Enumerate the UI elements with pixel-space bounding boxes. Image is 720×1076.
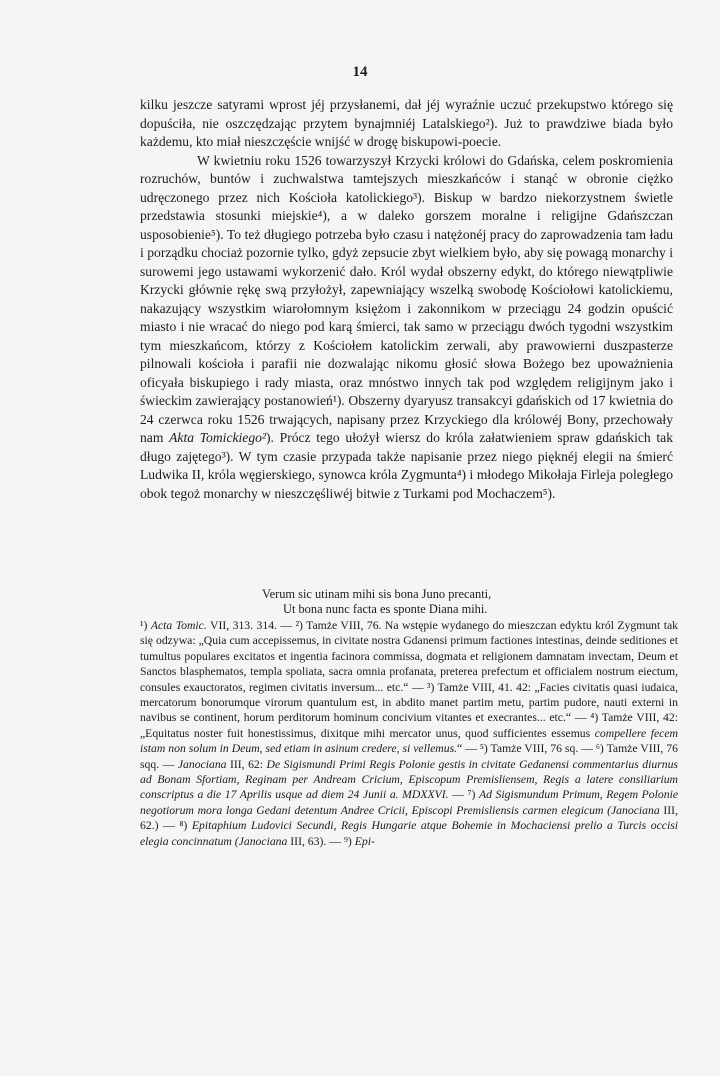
footnote-work-title: Ad Sigismundum Primum, Regem Polonie negotiorum mora longa Gedani detentum Andree Cricii, Episcopi Premisliensis carmen elegicum (Janociana (140, 788, 679, 817)
verse-line-2: Ut bona nunc facta es sponte Diana mihi. (283, 602, 488, 616)
footnote-text: III, 62: (226, 757, 267, 771)
footnotes (140, 618, 678, 849)
footnote-source-title: Acta Tomic. (150, 619, 207, 632)
footnote-work-title: De Sigismundi Primi Regis Polonie gestis in civitate Gedanensi commentarius diurnus ad Bonam Sfortiam, Reginam per Andream Cricium, Episcopum Premisliensem, Regis a latere consiliarium conscriptus a die 17 Aprilis usque ad diem 24 Junii a. MDXXVI. (140, 757, 678, 802)
acta-tomickiego-title: Akta Tomickiego² (169, 430, 266, 445)
footnote-block (140, 618, 678, 849)
latin-verse (140, 587, 673, 617)
page-number: 14 (352, 64, 368, 80)
footnote-work-title: Epitaphium Ludovici Secundi, Regis Hungarie atque Bohemie in Mochaciensi prelio a Turcis occisi elegia concinnatum (Janociana (140, 819, 678, 848)
paragraph-2-text: W kwietniu roku 1526 towarzyszył Krzycki królowi do Gdańska, celem poskromienia rozruchów, buntów i zuchwalstwa tamtejszych mieszkańców i stanąć w obronie ciężko udręczonego przez nich Kościoła katolickiego³). Biskup w bardzo niekorzystnem świetle przedstawia stosunki miejskie⁴), a w daleko gorszem moralne i religijne Gdańszczan usposobienie⁵). To też długiego potrzeba było czasu i natężonéj pracy do zaprowadzenia tam ładu i porządku chociaż pozornie tylko, gdyż zepsucie zbyt wielkiem było, aby się powagą monarchy i surowemi jego ustawami wykorzenić dało. Król wydał obszerny edykt, do którego niewątpliwie Krzycki głównie rękę swą przyłożył, zapewniający wszelką swobodę Kościołowi katolickiemu, nakazujący wszystkim wiarołomnym księżom i zakonnikom w przeciągu 24 godzin opuścić miasto i nie wracać do niego pod karą śmierci, tak samo w przeciągu dwóch tygodni wszystkim tym mieszkańcom, którzy z Kościołem katolickim zerwali, aby prawowierni duszpasterze pilnowali kościoła i parafii nie dozwalając nikomu głosić słowa Bożego bez upoważnienia oficyała biskupiego i rady miasta, oraz mnóstwo innych tak pod względem religijnym jako i świeckim zawierający postanowień¹). Obszerny dyaryusz transakcyi gdańskich od 17 kwietnia do 24 czerwca roku 1526 trwających, napisany przez Krzyckiego dla królowéj Bony, przechowały nam (140, 152, 673, 445)
footnote-quote-italic: compellere fecem istam non solum in Deum, sed etiam in asinum credere, si vellemus. (140, 726, 679, 756)
footnote-text: III, 62.) — ⁸) (140, 803, 678, 833)
paragraph-2 (140, 152, 673, 504)
footnote-text: VII, 313. 314. — ²) Tamże VIII, 76. Na wstępie wydanego do mieszczan edyktu król Zygmunt tak się odzywa: „Quia cum accepissemus, in civitate nostra Gdanensi primum factiones intestinas, deinde seditiones et tumultus populares excitatos et ingentia facinora commissa, dogmata et religionem damnatam invectam, Deum et Sanctos blasphematos, templa spoliata, sacra omnia profanata, preterea prefectum et officialem nostrum eiectum, consules exauctoratos, regimen civitatis inversum... etc.“ — ³) Tamże VIII, 41. 42: „Facies civitatis quasi iudaica, mercatorum bonorumque virorum quantulum est, in abdito manet partim metu, partim pudore, nauti externi in navibus se continent, horum perditorum hominum concivium vitantes et execrantes... etc.“ — ⁴) Tamże VIII, 42: „Equitatus noster fuit honestissimus, dixitque mihi mercator unus, quod sufficientes essemus (140, 619, 678, 740)
footnote-text: — ⁷) (448, 788, 479, 802)
verse-line-1: Verum sic utinam mihi sis bona Juno precanti, (262, 587, 492, 601)
footnote-text: III, 63). — ⁹) (287, 834, 355, 848)
footnote-source-title: Janociana (177, 757, 227, 771)
paragraph-1: kilku jeszcze satyrami wprost jéj przysłanemi, dał jéj wyraźnie uczuć przekupstwo którego się dopuściła, nie oszczędzając przytem bynajmniéj Latalskiego²). Już to prawdziwe biada było każdemu, kto miał nieszczęście wnijść w drogę biskupowi-poecie. (140, 97, 673, 149)
footnote-marker: ¹) (140, 619, 151, 632)
footnote-work-title: Epi- (354, 834, 375, 848)
footnote-text: “ — ⁵) Tamże VIII, 76 sq. — ⁶) Tamże VIII, 76 sqq. — (140, 742, 678, 771)
paragraph-2-continued: ). Prócz tego ułożył wiersz do króla załatwieniem spraw gdańskich tak długo zajętego³). W tym czasie przypada także napisanie przez niego pięknéj elegii na śmierć Ludwika II, króla węgierskiego, synowca króla Zygmunta⁴) i młodego Mikołaja Firleja poległego obok tegoż monarchy w nieszczęśliwéj bitwie z Turkami pod Mochaczem⁵). (140, 430, 673, 501)
body-text (140, 96, 673, 503)
